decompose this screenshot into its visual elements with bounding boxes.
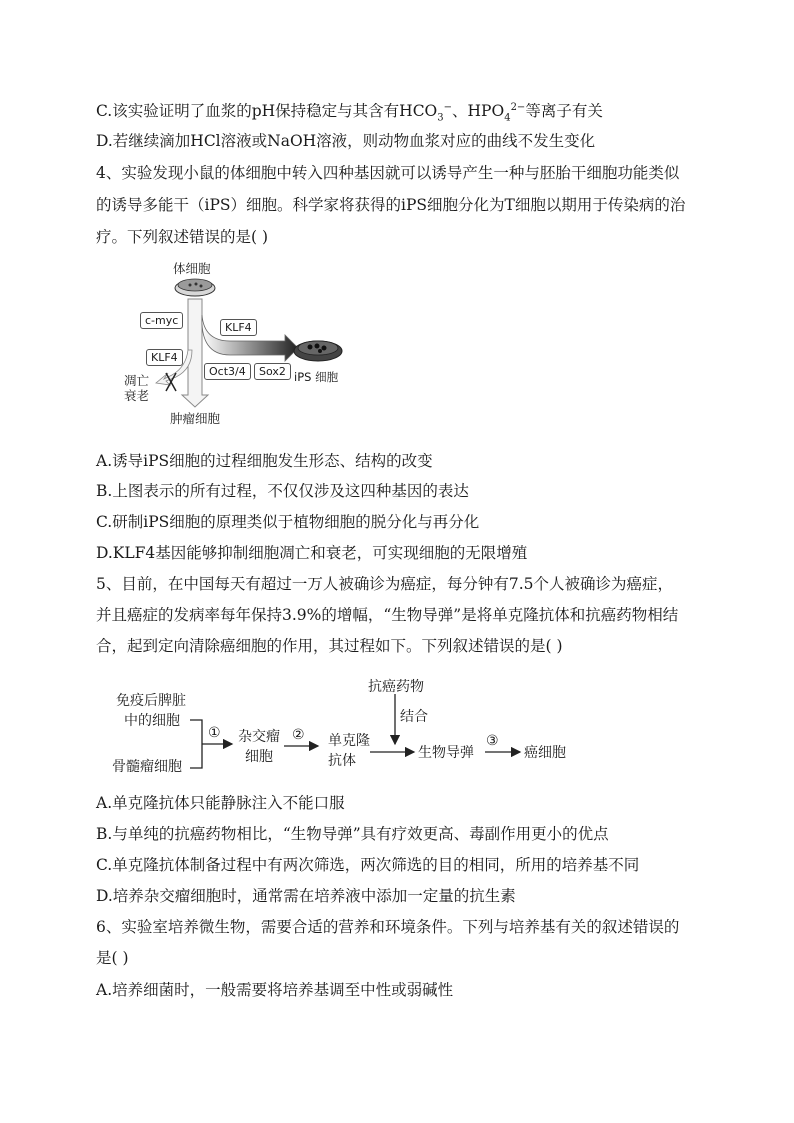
down-arrow-icon bbox=[182, 299, 208, 407]
q5-stem-line2: 并且癌症的发病率每年保持3.9%的增幅，“生物导弹”是将单克隆抗体和抗癌药物相结 bbox=[96, 606, 679, 624]
q5-stem-line3: 合，起到定向清除癌细胞的作用，其过程如下。下列叙述错误的是( ) bbox=[96, 637, 563, 655]
petri-dish-ips-icon bbox=[294, 341, 342, 361]
q6-stem-line1: 6、实验室培养微生物，需要合适的营养和环境条件。下列与培养基有关的叙述错误的 bbox=[96, 918, 680, 936]
spleen-cells-line1: 免疫后脾脏 bbox=[116, 693, 186, 709]
bracket-line bbox=[190, 720, 202, 768]
apoptosis-label: 凋亡 bbox=[124, 373, 150, 388]
mab-flow-diagram bbox=[100, 672, 590, 782]
gene-klf4-left: KLF4 bbox=[146, 349, 183, 366]
q4-stem-line3: 疗。下列叙述错误的是( ) bbox=[96, 228, 269, 246]
somatic-cell-label: 体细胞 bbox=[173, 261, 211, 276]
spleen-cells-line2: 中的细胞 bbox=[124, 713, 180, 729]
q3-option-d: D.若继续滴加HCl溶液或NaOH溶液，则动物血浆对应的曲线不发生变化 bbox=[96, 132, 596, 150]
q6-stem-line2: 是( ) bbox=[96, 949, 129, 967]
hybridoma-line1: 杂交瘤 bbox=[238, 729, 280, 745]
step3-marker: ③ bbox=[486, 733, 499, 749]
step1-marker: ① bbox=[208, 725, 221, 741]
ips-cell-label: iPS 细胞 bbox=[294, 370, 339, 384]
q4-stem-line1: 4、实验发现小鼠的体细胞中转入四种基因就可以诱导产生一种与胚胎干细胞功能类似 bbox=[96, 164, 680, 182]
q5-option-a: A.单克隆抗体只能静脉注入不能口服 bbox=[96, 794, 345, 812]
q4-option-c: C.研制iPS细胞的原理类似于植物细胞的脱分化与再分化 bbox=[96, 513, 480, 531]
gene-klf4-top: KLF4 bbox=[220, 319, 257, 336]
gene-sox2: Sox2 bbox=[254, 363, 291, 380]
q4-option-b: B.上图表示的所有过程，不仅仅涉及这四种基因的表达 bbox=[96, 482, 469, 500]
combine-label: 结合 bbox=[400, 709, 428, 725]
bio-missile-label: 生物导弹 bbox=[418, 745, 474, 761]
mab-line1: 单克隆 bbox=[328, 733, 370, 749]
gene-c-myc: c-myc bbox=[140, 312, 183, 329]
q6-option-a: A.培养细菌时，一般需要将培养基调至中性或弱碱性 bbox=[96, 981, 454, 999]
anticancer-drug-label: 抗癌药物 bbox=[368, 679, 424, 695]
q5-option-b: B.与单纯的抗癌药物相比，“生物导弹”具有疗效更高、毒副作用更小的优点 bbox=[96, 825, 609, 843]
myeloma-cells-label: 骨髓瘤细胞 bbox=[112, 759, 182, 775]
aging-label: 衰老 bbox=[124, 388, 150, 403]
tumor-cell-label: 肿瘤细胞 bbox=[170, 411, 221, 426]
ips-diagram-graphics bbox=[120, 255, 380, 435]
petri-dish-somatic-icon bbox=[175, 279, 215, 296]
gene-oct34: Oct3/4 bbox=[204, 363, 251, 380]
q4-option-a: A.诱导iPS细胞的过程细胞发生形态、结构的改变 bbox=[96, 452, 433, 470]
q4-option-d: D.KLF4基因能够抑制细胞凋亡和衰老，可实现细胞的无限增殖 bbox=[96, 544, 528, 562]
ips-diagram bbox=[120, 255, 380, 435]
q5-option-c: C.单克隆抗体制备过程中有两次筛选，两次筛选的目的相同，所用的培养基不同 bbox=[96, 856, 640, 874]
q3-option-c: C.该实验证明了血浆的pH保持稳定与其含有$HCO_3^-$、$HPO_4^{2-}$等离子有关 bbox=[96, 102, 603, 124]
q5-stem-line1: 5、目前，在中国每天有超过一万人被确诊为癌症，每分钟有7.5个人被确诊为癌症， bbox=[96, 575, 674, 593]
mab-line2: 抗体 bbox=[328, 753, 356, 769]
q4-stem-line2: 的诱导多能干（iPS）细胞。科学家将获得的iPS细胞分化为T细胞以期用于传染病的治 bbox=[96, 196, 686, 214]
q5-option-d: D.培养杂交瘤细胞时，通常需在培养液中添加一定量的抗生素 bbox=[96, 887, 516, 905]
step2-marker: ② bbox=[292, 727, 305, 743]
hybridoma-line2: 细胞 bbox=[245, 749, 273, 765]
cancer-cell-label: 癌细胞 bbox=[524, 745, 566, 761]
